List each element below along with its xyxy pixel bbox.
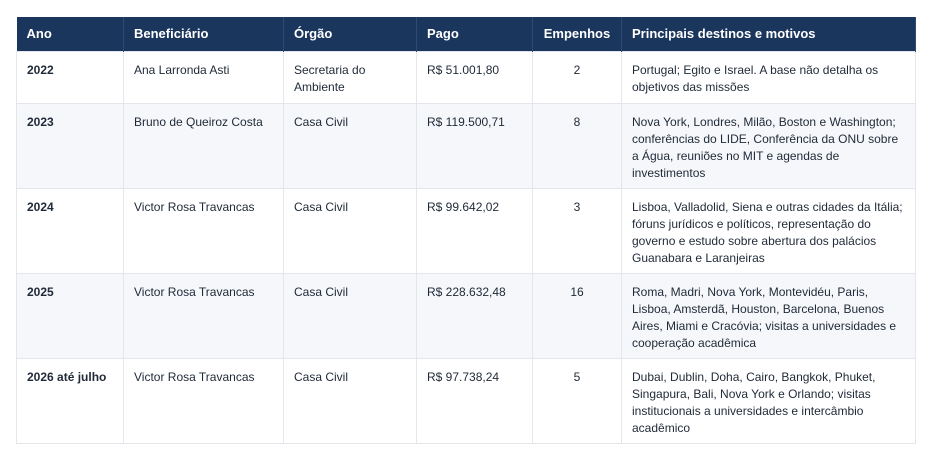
travel-expenses-table xyxy=(16,17,916,444)
cell-beneficiario: Bruno de Queiroz Costa xyxy=(124,103,284,188)
cell-empenhos: 16 xyxy=(533,273,622,358)
cell-pago: R$ 228.632,48 xyxy=(417,273,533,358)
cell-pago: R$ 97.738,24 xyxy=(417,358,533,443)
cell-destinos: Portugal; Egito e Israel. A base não detalha os objetivos das missões xyxy=(622,51,916,103)
cell-pago: R$ 99.642,02 xyxy=(417,188,533,273)
cell-beneficiario: Victor Rosa Travancas xyxy=(124,273,284,358)
cell-empenhos: 3 xyxy=(533,188,622,273)
cell-ano: 2026 até julho xyxy=(17,358,124,443)
column-header-ano: Ano xyxy=(17,17,124,51)
cell-ano: 2025 xyxy=(17,273,124,358)
cell-orgao: Casa Civil xyxy=(284,273,417,358)
cell-orgao: Casa Civil xyxy=(284,358,417,443)
cell-beneficiario: Victor Rosa Travancas xyxy=(124,358,284,443)
cell-ano: 2024 xyxy=(17,188,124,273)
table-row xyxy=(17,188,916,273)
cell-empenhos: 5 xyxy=(533,358,622,443)
table-row xyxy=(17,273,916,358)
cell-orgao: Secretaria do Ambiente xyxy=(284,51,417,103)
column-header-orgao: Órgão xyxy=(284,17,417,51)
cell-pago: R$ 51.001,80 xyxy=(417,51,533,103)
cell-destinos: Lisboa, Valladolid, Siena e outras cidades da Itália; fóruns jurídicos e políticos, representação do governo e estudo sobre abertura dos palácios Guanabara e Laranjeiras xyxy=(622,188,916,273)
cell-empenhos: 8 xyxy=(533,103,622,188)
cell-beneficiario: Victor Rosa Travancas xyxy=(124,188,284,273)
cell-destinos: Roma, Madri, Nova York, Montevidéu, Paris, Lisboa, Amsterdã, Houston, Barcelona, Buenos Aires, Miami e Cracóvia; visitas a universidades e cooperação acadêmica xyxy=(622,273,916,358)
table-row xyxy=(17,358,916,443)
table-row xyxy=(17,103,916,188)
header-row xyxy=(17,17,916,51)
cell-orgao: Casa Civil xyxy=(284,188,417,273)
cell-beneficiario: Ana Larronda Asti xyxy=(124,51,284,103)
column-header-pago: Pago xyxy=(417,17,533,51)
column-header-beneficiario: Beneficiário xyxy=(124,17,284,51)
cell-empenhos: 2 xyxy=(533,51,622,103)
table-header xyxy=(17,17,916,51)
cell-destinos: Nova York, Londres, Milão, Boston e Washington; conferências do LIDE, Conferência da ONU sobre a Água, reuniões no MIT e agendas de investimentos xyxy=(622,103,916,188)
cell-ano: 2022 xyxy=(17,51,124,103)
table-row xyxy=(17,51,916,103)
cell-pago: R$ 119.500,71 xyxy=(417,103,533,188)
table-body xyxy=(17,51,916,443)
cell-destinos: Dubai, Dublin, Doha, Cairo, Bangkok, Phuket, Singapura, Bali, Nova York e Orlando; visitas institucionais a universidades e intercâmbio acadêmico xyxy=(622,358,916,443)
travel-expenses-table-container xyxy=(16,17,915,444)
column-header-empenhos: Empenhos xyxy=(533,17,622,51)
cell-orgao: Casa Civil xyxy=(284,103,417,188)
column-header-destinos: Principais destinos e motivos xyxy=(622,17,916,51)
cell-ano: 2023 xyxy=(17,103,124,188)
